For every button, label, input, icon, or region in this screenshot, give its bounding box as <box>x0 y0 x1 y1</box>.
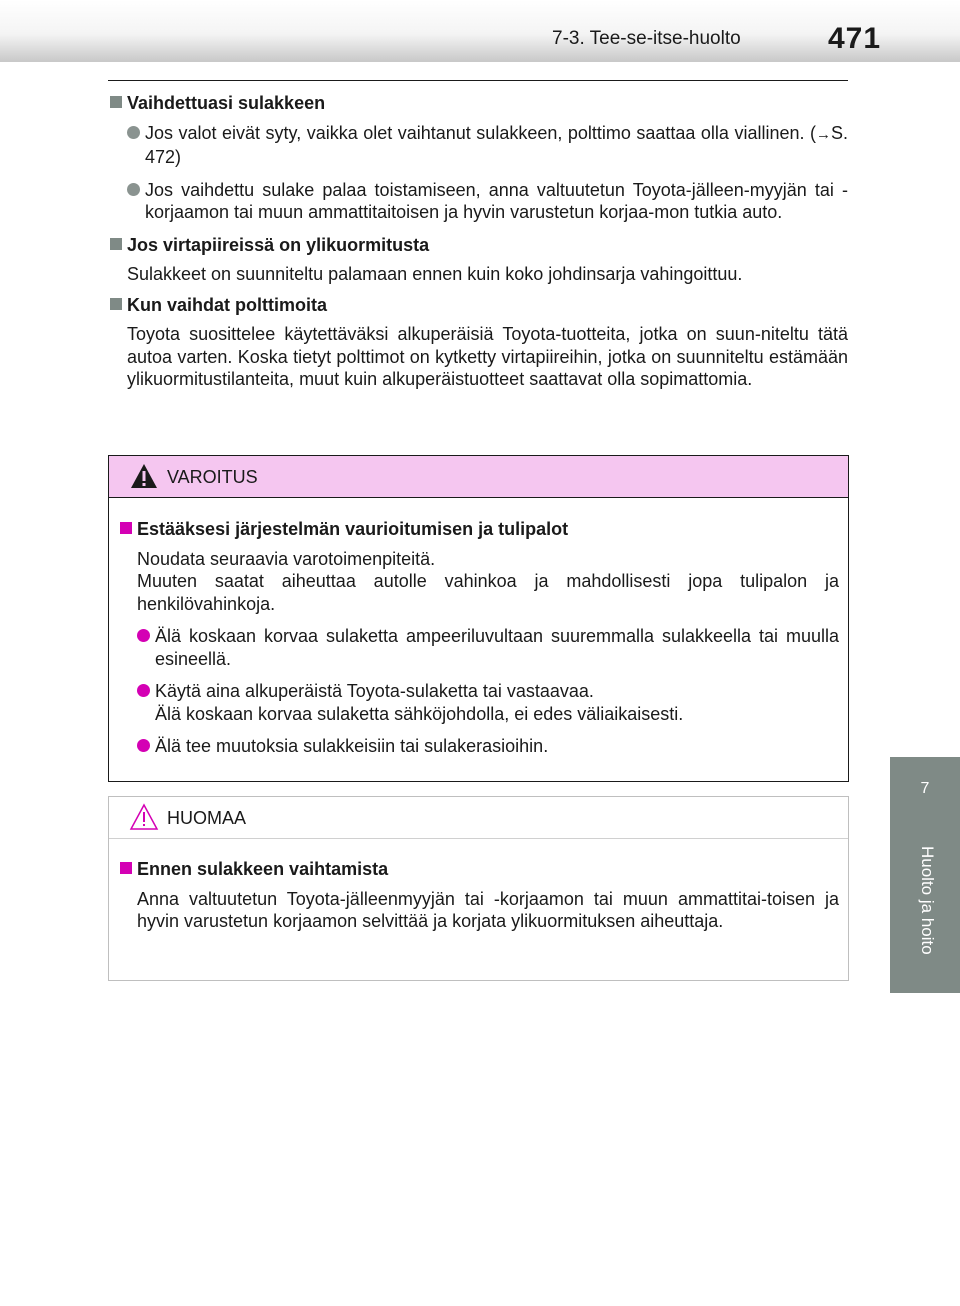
page-header <box>0 0 960 62</box>
chapter-tab[interactable]: 7 <box>890 757 960 838</box>
list-item: Jos valot eivät syty, vaikka olet vaihtanut sulakkeen, polttimo saattaa olla viallinen. (→S. 472) <box>108 122 848 169</box>
chapter-tab-label[interactable] <box>890 838 960 993</box>
warning-intro: Noudata seuraavia varotoimenpiteitä. Muuten saatat aiheuttaa autolle vahinkoa ja mahdollisesti jopa tulipalon ja henkilövahinkoja. <box>137 548 839 614</box>
warning-title: VAROITUS <box>167 467 258 487</box>
warning-heading: Estääksesi järjestelmän vaurioitumisen ja tulipalot <box>118 518 839 541</box>
page-reference-link[interactable]: S. 472 <box>145 122 848 167</box>
list-item: Älä tee muutoksia sulakkeisiin tai sulakerasioihin. <box>118 735 839 758</box>
section-title: 7-3. Tee-se-itse-huolto <box>552 28 741 49</box>
notice-paragraph: Anna valtuutetun Toyota-jälleenmyyjän tai -korjaamon tai muun ammattitai-toisen ja hyvin varustetun korjaamon selvittää ja korjata ylikuormituksen aiheuttaja. <box>137 888 839 931</box>
section-heading: Jos virtapiireissä on ylikuormitusta <box>108 234 848 257</box>
main-content <box>108 92 848 399</box>
square-bullet-icon <box>120 862 132 874</box>
round-bullet-icon <box>137 739 150 752</box>
section-overload <box>108 234 848 286</box>
list-item: Käytä aina alkuperäistä Toyota-sulaketta tai vastaavaa. Älä koskaan korvaa sulaketta sähköjohdolla, ei edes väliaikaisesti. <box>118 680 839 725</box>
section-fuse-replaced <box>108 92 848 224</box>
notice-title: HUOMAA <box>167 808 247 828</box>
header-rule <box>108 80 848 81</box>
round-bullet-icon <box>127 183 140 196</box>
arrow-reference-icon: → <box>815 125 831 143</box>
list-item: Jos vaihdettu sulake palaa toistamiseen, anna valtuutetun Toyota-jälleen-myyjän tai -korjaamon tai muun ammattitaitoisen ja hyvin varustetun korjaa-mon tutkia auto. <box>108 179 848 224</box>
round-bullet-icon <box>127 126 140 139</box>
warning-triangle-icon <box>129 462 159 490</box>
chapter-label-text: Huolto ja hoito <box>918 846 937 955</box>
warning-box <box>108 455 849 782</box>
round-bullet-icon <box>137 629 150 642</box>
notice-body <box>109 839 848 933</box>
list-item: Älä koskaan korvaa sulaketta ampeeriluvultaan suuremmalla sulakkeella tai muulla esineellä. <box>118 625 839 670</box>
page-number: 471 <box>828 22 882 55</box>
square-bullet-icon <box>120 522 132 534</box>
warning-header <box>109 456 848 498</box>
warning-body <box>109 498 848 758</box>
caution-triangle-icon <box>129 803 159 831</box>
notice-heading: Ennen sulakkeen vaihtamista <box>118 858 839 881</box>
round-bullet-icon <box>137 684 150 697</box>
section-heading: Vaihdettuasi sulakkeen <box>108 92 848 115</box>
section-paragraph: Sulakkeet on suunniteltu palamaan ennen kuin koko johdinsarja vahingoittuu. <box>127 264 743 284</box>
square-bullet-icon <box>110 298 122 310</box>
section-paragraph: Toyota suosittelee käytettäväksi alkuperäisiä Toyota-tuotteita, jotka on suun-niteltu tätä autoa varten. Koska tietyt polttimot on kytketty virtapiireihin, jotka on suunniteltu estämään ylikuormitustilanteita, muut kuin alkuperäistuotteet saattavat olla sopimattomia. <box>127 324 848 389</box>
section-heading: Kun vaihdat polttimoita <box>108 294 848 317</box>
section-bulbs <box>108 294 848 391</box>
square-bullet-icon <box>110 96 122 108</box>
notice-header <box>109 797 848 839</box>
square-bullet-icon <box>110 238 122 250</box>
notice-box <box>108 796 849 981</box>
